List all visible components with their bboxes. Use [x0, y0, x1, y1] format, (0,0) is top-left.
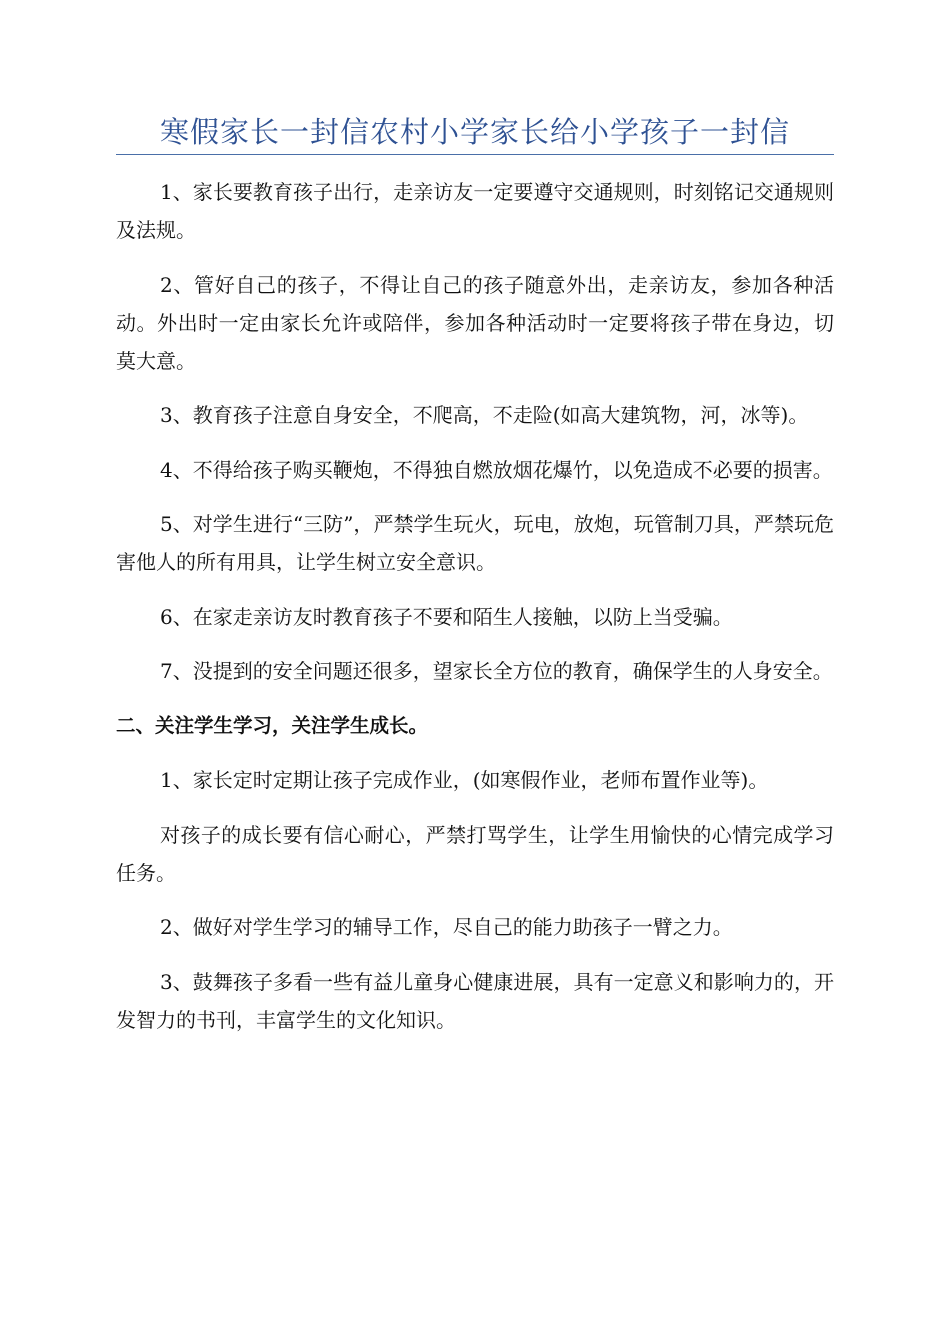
section-2-paragraph-4: 3、鼓舞孩子多看一些有益儿童身心健康进展，具有一定意义和影响力的，开发智力的书刊，丰富学生的文化知识。 [116, 969, 834, 1032]
document-body [116, 173, 834, 1055]
paragraph-4: 4、不得给孩子购买鞭炮，不得独自燃放烟花爆竹，以免造成不必要的损害。 [160, 457, 833, 482]
paragraph-6: 6、在家走亲访友时教育孩子不要和陌生人接触，以防上当受骗。 [160, 604, 733, 629]
section-2-paragraph-2: 对孩子的成长要有信心耐心，严禁打骂学生，让学生用愉快的心情完成学习任务。 [116, 822, 834, 885]
document-title: 寒假家长一封信农村小学家长给小学孩子一封信 [159, 115, 790, 149]
paragraph-3: 3、教育孩子注意自身安全，不爬高，不走险(如高大建筑物，河，冰等)。 [160, 403, 809, 427]
title-underline [116, 154, 834, 155]
paragraph-2: 2、管好自己的孩子，不得让自己的孩子随意外出，走亲访友，参加各种活动。外出时一定由家长允许或陪伴，参加各种活动时一定要将孩子带在身边，切莫大意。 [116, 272, 834, 373]
paragraph-5: 5、对学生进行“三防”，严禁学生玩火，玩电，放炮，玩管制刀具，严禁玩危害他人的所有用具，让学生树立安全意识。 [116, 512, 834, 574]
section-2-heading: 二、关注学生学习，关注学生成长。 [116, 713, 429, 737]
section-2-paragraph-3: 2、做好对学生学习的辅导工作，尽自己的能力助孩子一臂之力。 [160, 915, 733, 939]
paragraph-7: 7、没提到的安全问题还很多，望家长全方位的教育，确保学生的人身安全。 [160, 659, 833, 683]
section-2-paragraph-1: 1、家长定时定期让孩子完成作业，(如寒假作业，老师布置作业等)。 [160, 768, 769, 792]
paragraph-1: 1、家长要教育孩子出行，走亲访友一定要遵守交通规则，时刻铭记交通规则及法规。 [116, 180, 834, 242]
